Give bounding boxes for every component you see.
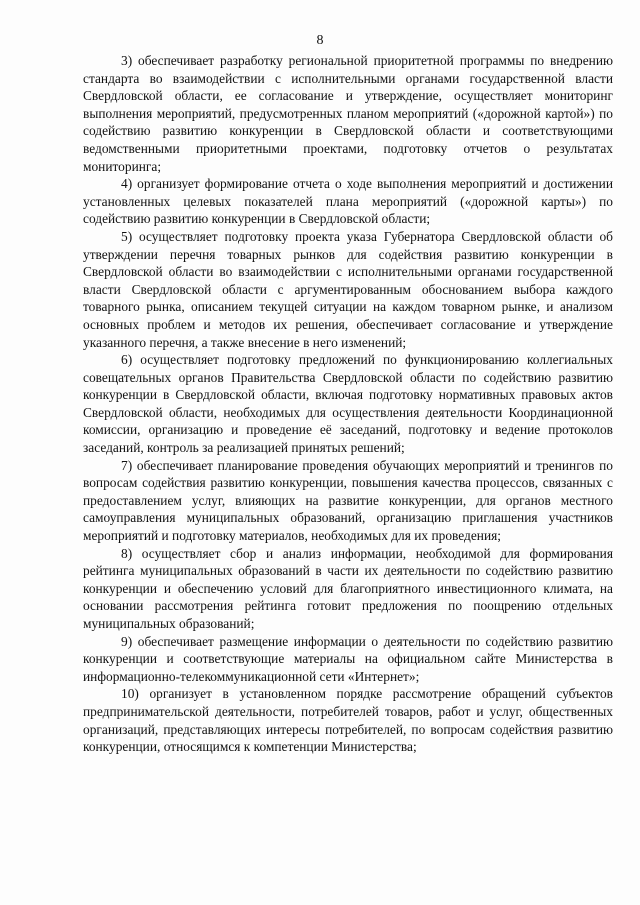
document-body [83,52,613,756]
paragraph-item-9: 9) обеспечивает размещение информации о деятельности по содействию развитию конкуренции и соответствующие материалы на официальном сайте Министерства в информационно-телекоммуникационной сети «Интернет»; [83,633,613,684]
paragraph-item-3: 3) обеспечивает разработку региональной приоритетной программы по внедрению стандарта во взаимодействии с исполнительными органами государственной власти Свердловской области, ее согласование и утверждение, осуществляет мониторинг выполнения мероприятий, предусмотренных планом мероприятий («дорожной картой») по содействию развитию конкуренции в Свердловской области и соответствующими ведомственными приоритетными проектами, подготовку отчетов о результатах мониторинга; [83,53,613,174]
paragraph-item-7: 7) обеспечивает планирование проведения обучающих мероприятий и тренингов по вопросам содействия развитию конкуренции, повышения качества процессов, связанных с предоставлением услуг, влияющих на развитие конкуренции, для органов местного самоуправления муниципальных образований, организацию приглашения участников мероприятий и подготовку материалов, необходимых для их проведения; [83,457,613,544]
paragraph-item-5: 5) осуществляет подготовку проекта указа Губернатора Свердловской области об утверждении перечня товарных рынков для содействия развитию конкуренции в Свердловской области во взаимодействии с исполнительными органами государственной власти Свердловской области с аргументированным обоснованием выбора каждого товарного рынка, описанием текущей ситуации на каждом товарном рынке, и анализом основных проблем и методов их решения, обеспечивает согласование и утверждение указанного перечня, а также внесение в него изменений; [83,228,613,350]
paragraph-item-6: 6) осуществляет подготовку предложений по функционированию коллегиальных совещательных органов Правительства Свердловской области по содействию развитию конкуренции в Свердловской области, включая подготовку нормативных правовых актов Свердловской области, необходимых для осуществления деятельности Координационной комиссии, организацию и проведение её заседаний, подготовку и ведение протоколов заседаний, контроль за реализацией принятых решений; [83,352,613,456]
paragraph-item-10: 10) организует в установленном порядке рассмотрение обращений субъектов предпринимательской деятельности, потребителей товаров, работ и услуг, общественных организаций, представляющих интересы потребителей, по вопросам содействия развитию конкуренции, относящимся к компетенции Министерства; [83,686,613,755]
paragraph-item-8: 8) осуществляет сбор и анализ информации, необходимой для формирования рейтинга муниципальных образований в части их деятельности по содействию развитию конкуренции и обеспечению условий для благоприятного инвестиционного климата, на основании рассмотрения рейтинга готовит предложения по поощрению отдельных муниципальных образований; [83,545,613,631]
paragraph-item-4: 4) организует формирование отчета о ходе выполнения мероприятий и достижении установленных целевых показателей плана мероприятий («дорожной карты») по содействию развитию конкуренции в Свердловской области; [83,176,613,227]
page-number: 8 [316,33,324,48]
